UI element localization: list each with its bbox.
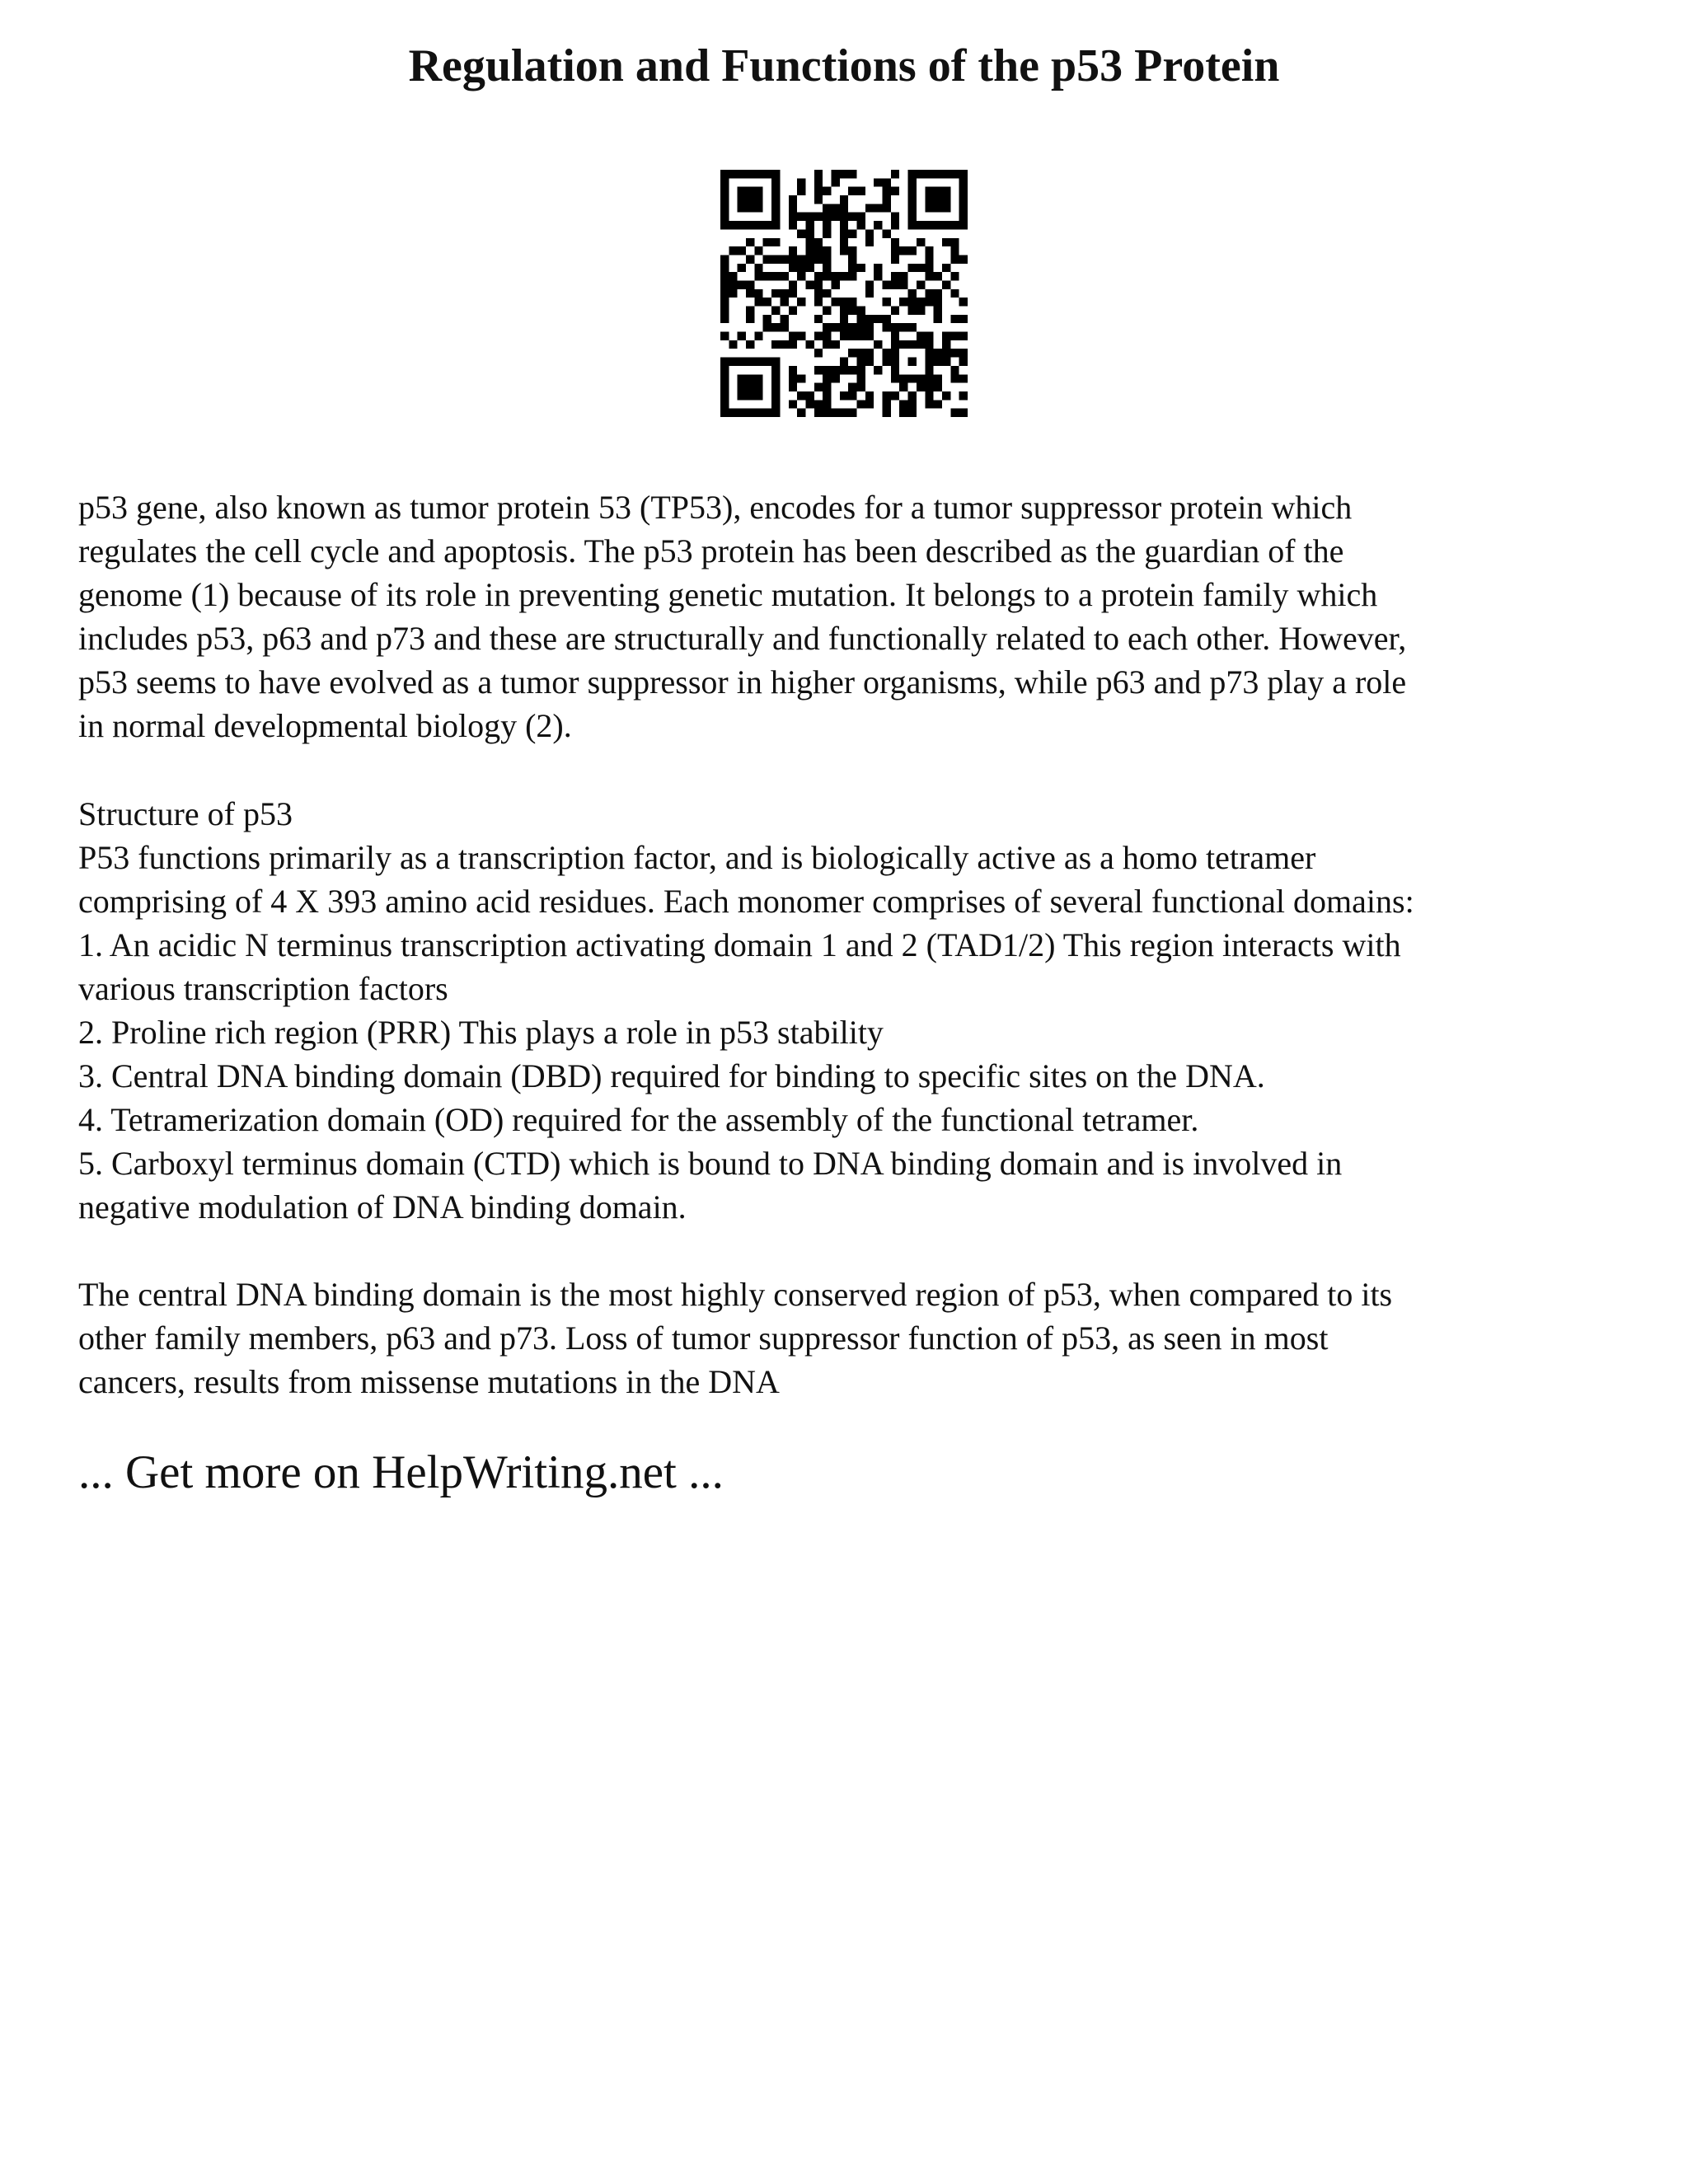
structure-line: P53 functions primarily as a transcription factor, and is biologically active as a homo tetramer [78,839,1316,876]
structure-list-item: negative modulation of DNA binding domain. [78,1188,687,1226]
structure-list-item: 1. An acidic N terminus transcription activating domain 1 and 2 (TAD1/2) This region interacts with [78,926,1401,963]
qr-code-icon [720,170,968,417]
intro-line: regulates the cell cycle and apoptosis. The p53 protein has been described as the guardian of the [78,532,1344,569]
intro-line: includes p53, p63 and p73 and these are structurally and functionally related to each other. However, [78,620,1407,657]
conserved-paragraph [78,1272,1628,1404]
get-more-link[interactable]: ... Get more on HelpWriting.net ... [78,1446,724,1498]
structure-line: comprising of 4 X 393 amino acid residues. Each monomer comprises of several functional domains: [78,883,1414,920]
conserved-line: The central DNA binding domain is the most highly conserved region of p53, when compared to its [78,1276,1393,1313]
structure-section [78,792,1628,1229]
structure-list-item: 2. Proline rich region (PRR) This plays a role in p53 stability [78,1014,884,1051]
intro-line: in normal developmental biology (2). [78,707,572,744]
document-title: Regulation and Functions of the p53 Protein [408,40,1280,91]
structure-list-item: 5. Carboxyl terminus domain (CTD) which is bound to DNA binding domain and is involved in [78,1145,1343,1182]
intro-line: genome (1) because of its role in preventing genetic mutation. It belongs to a protein family which [78,576,1378,613]
structure-heading: Structure of p53 [78,795,293,832]
intro-line: p53 gene, also known as tumor protein 53 (TP53), encodes for a tumor suppressor protein which [78,489,1353,526]
conserved-line: other family members, p63 and p73. Loss of tumor suppressor function of p53, as seen in most [78,1319,1329,1357]
structure-list-item: various transcription factors [78,970,448,1007]
intro-paragraph [78,485,1628,748]
structure-list-item: 4. Tetramerization domain (OD) required for the assembly of the functional tetramer. [78,1101,1199,1138]
structure-list-item: 3. Central DNA binding domain (DBD) required for binding to specific sites on the DNA. [78,1057,1265,1094]
intro-line: p53 seems to have evolved as a tumor suppressor in higher organisms, while p63 and p73 play a role [78,663,1407,701]
conserved-line: cancers, results from missense mutations in the DNA [78,1363,780,1400]
